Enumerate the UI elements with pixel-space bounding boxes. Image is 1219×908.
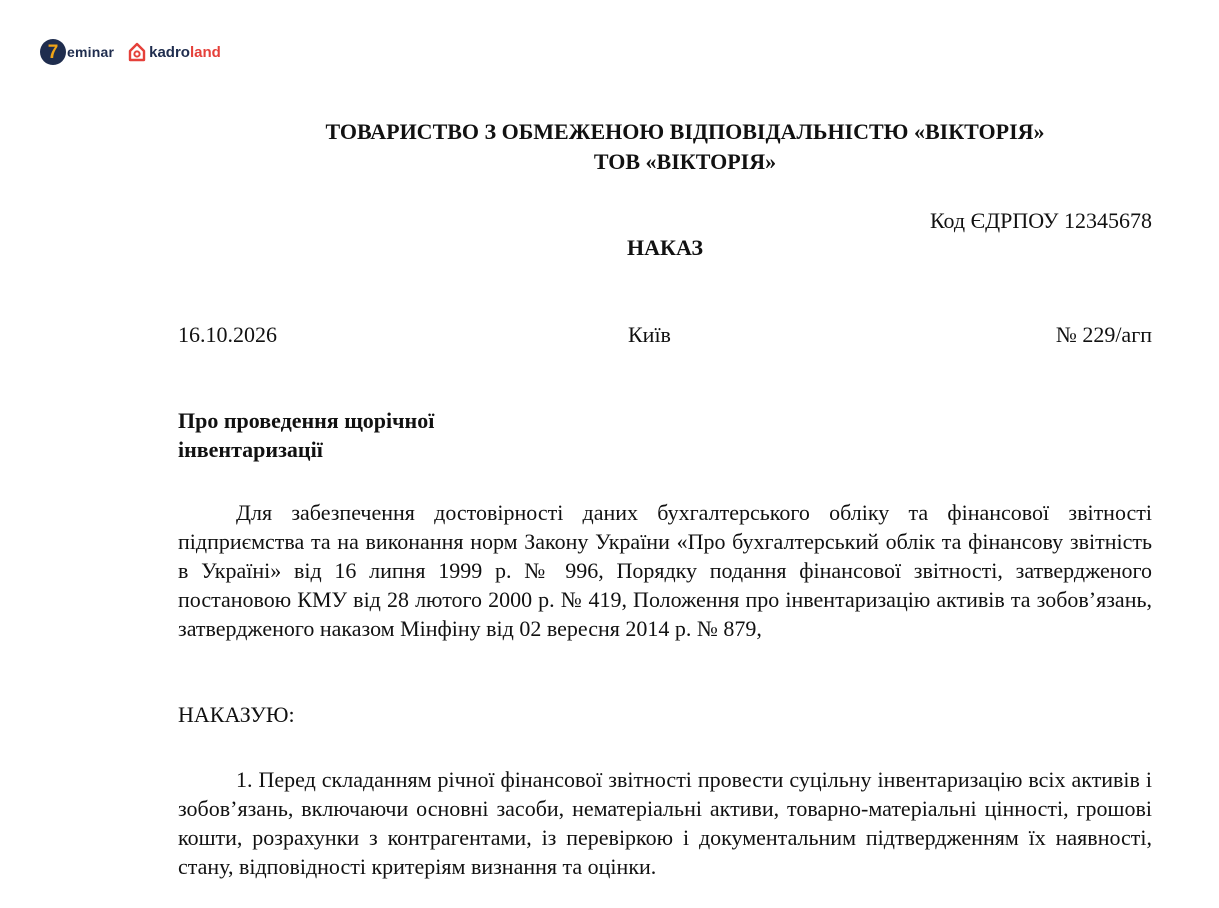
order-word: НАКАЗУЮ:: [178, 702, 295, 727]
edrpou-code: Код ЄДРПОУ 12345678: [929, 208, 1152, 233]
order-title: НАКАЗ: [627, 235, 703, 260]
order-subject-line-1: Про проведення щорічної: [178, 408, 435, 433]
seminar-logo: [40, 39, 114, 65]
header-logos: [40, 38, 221, 66]
order-meta-row: [178, 320, 1152, 350]
kadroland-logo-text: [149, 44, 221, 61]
order-number: № 229/агп: [1055, 322, 1152, 347]
order-subject: [178, 406, 578, 464]
organization-full-name: ТОВАРИСТВО З ОБМЕЖЕНОЮ ВІДПОВІДАЛЬНІСТЮ «ВІКТОРІЯ»: [325, 119, 1045, 144]
house-icon: [128, 42, 146, 62]
order-item-1: 1. Перед складанням річної фінансової звітності провести суцільну інвентаризацію всіх активів і зобов’язань, включаючи основні засоби, нематеріальні активи, товарно-матеріальні цінності, грошові кошти, розрахунки з контрагентами, із перевіркою і документальним підтвердженням їх наявності, стану, відповідності критеріям визнання та оцінки.: [178, 767, 1152, 879]
seminar-logo-mark: 7: [40, 39, 66, 65]
organization-short-name: ТОВ «ВІКТОРІЯ»: [593, 149, 777, 174]
kadroland-logo-text-main: kadro: [149, 43, 190, 61]
order-date: 16.10.2026: [178, 322, 277, 347]
kadroland-logo-text-accent: land: [189, 43, 221, 61]
order-subject-line-2: інвентаризації: [178, 437, 323, 462]
preamble-paragraph: Для забезпечення достовірності даних бухгалтерського обліку та фінансової звітності підприємства та на виконання норм Закону України «Про бухгалтерський облік та фінансову звітність в Україні» від 16 липня 1999 р. № 996, Порядку подання фінансової звітності, затвердженого постановою КМУ від 28 лютого 2000 р. № 419, Положення про інвентаризацію активів та зобов’язань, затвердженого наказом Мінфіну від 02 вересня 2014 р. № 879,: [178, 500, 1152, 641]
order-city: Київ: [628, 322, 671, 347]
kadroland-logo: [128, 42, 221, 62]
seminar-logo-text: eminar: [67, 44, 115, 60]
